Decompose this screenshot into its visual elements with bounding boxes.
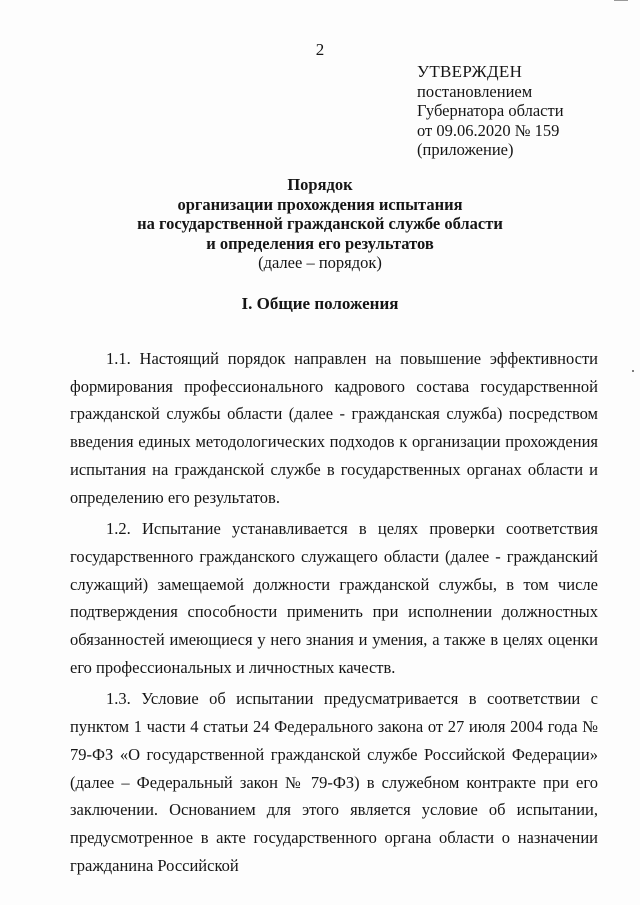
title-line: Порядок (287, 175, 353, 194)
document-body (70, 345, 598, 879)
document-title (0, 175, 640, 273)
title-line: на государственной гражданской службе области (137, 214, 503, 233)
paragraph-1-1: 1.1. Настоящий порядок направлен на повышение эффективности формирования профессионального кадрового состава государственной гражданской службы области (далее - гражданская служба) посредством введения единых методологических подходов к организации прохождения испытания на гражданской службе в государственных органах области и определению его результатов. (70, 349, 598, 507)
approval-line: Губернатора области (417, 101, 564, 120)
approval-line: постановлением (417, 81, 533, 101)
title-line: и определения его результатов (206, 233, 434, 253)
page-number: 2 (315, 40, 325, 59)
approval-line: (приложение) (417, 140, 514, 159)
section-heading: I. Общие положения (241, 294, 399, 313)
scan-corner-mark (614, 0, 628, 4)
paragraph-1-3: 1.3. Условие об испытании предусматривается в соответствии с пунктом 1 части 4 статьи 24 Федерального закона от 27 июля 2004 года № 79-ФЗ «О государственной гражданской службе Российской Федерации» (далее – Федеральный закон № 79-ФЗ) в служебном контракте при его заключении. Основанием для этого является условие об испытании, предусмотренное в акте государственного органа области о назначении гражданина Российской (70, 689, 598, 875)
approval-stamp-block (417, 62, 564, 160)
approval-decree-reference: от 09.06.2020 № 159 (417, 120, 560, 140)
approval-title: УТВЕРЖДЕН (417, 62, 523, 81)
scan-speck (632, 370, 634, 372)
title-note: (далее – порядок) (258, 253, 382, 272)
title-line: организации прохождения испытания (177, 194, 463, 214)
paragraph-1-2: 1.2. Испытание устанавливается в целях проверки соответствия государственного гражданского служащего области (далее - гражданский служащий) замещаемой должности гражданской службы, в том числе подтверждения способности применить при исполнении должностных обязанностей имеющиеся у него знания и умения, а также в целях оценки его профессиональных и личностных качеств. (70, 519, 598, 677)
